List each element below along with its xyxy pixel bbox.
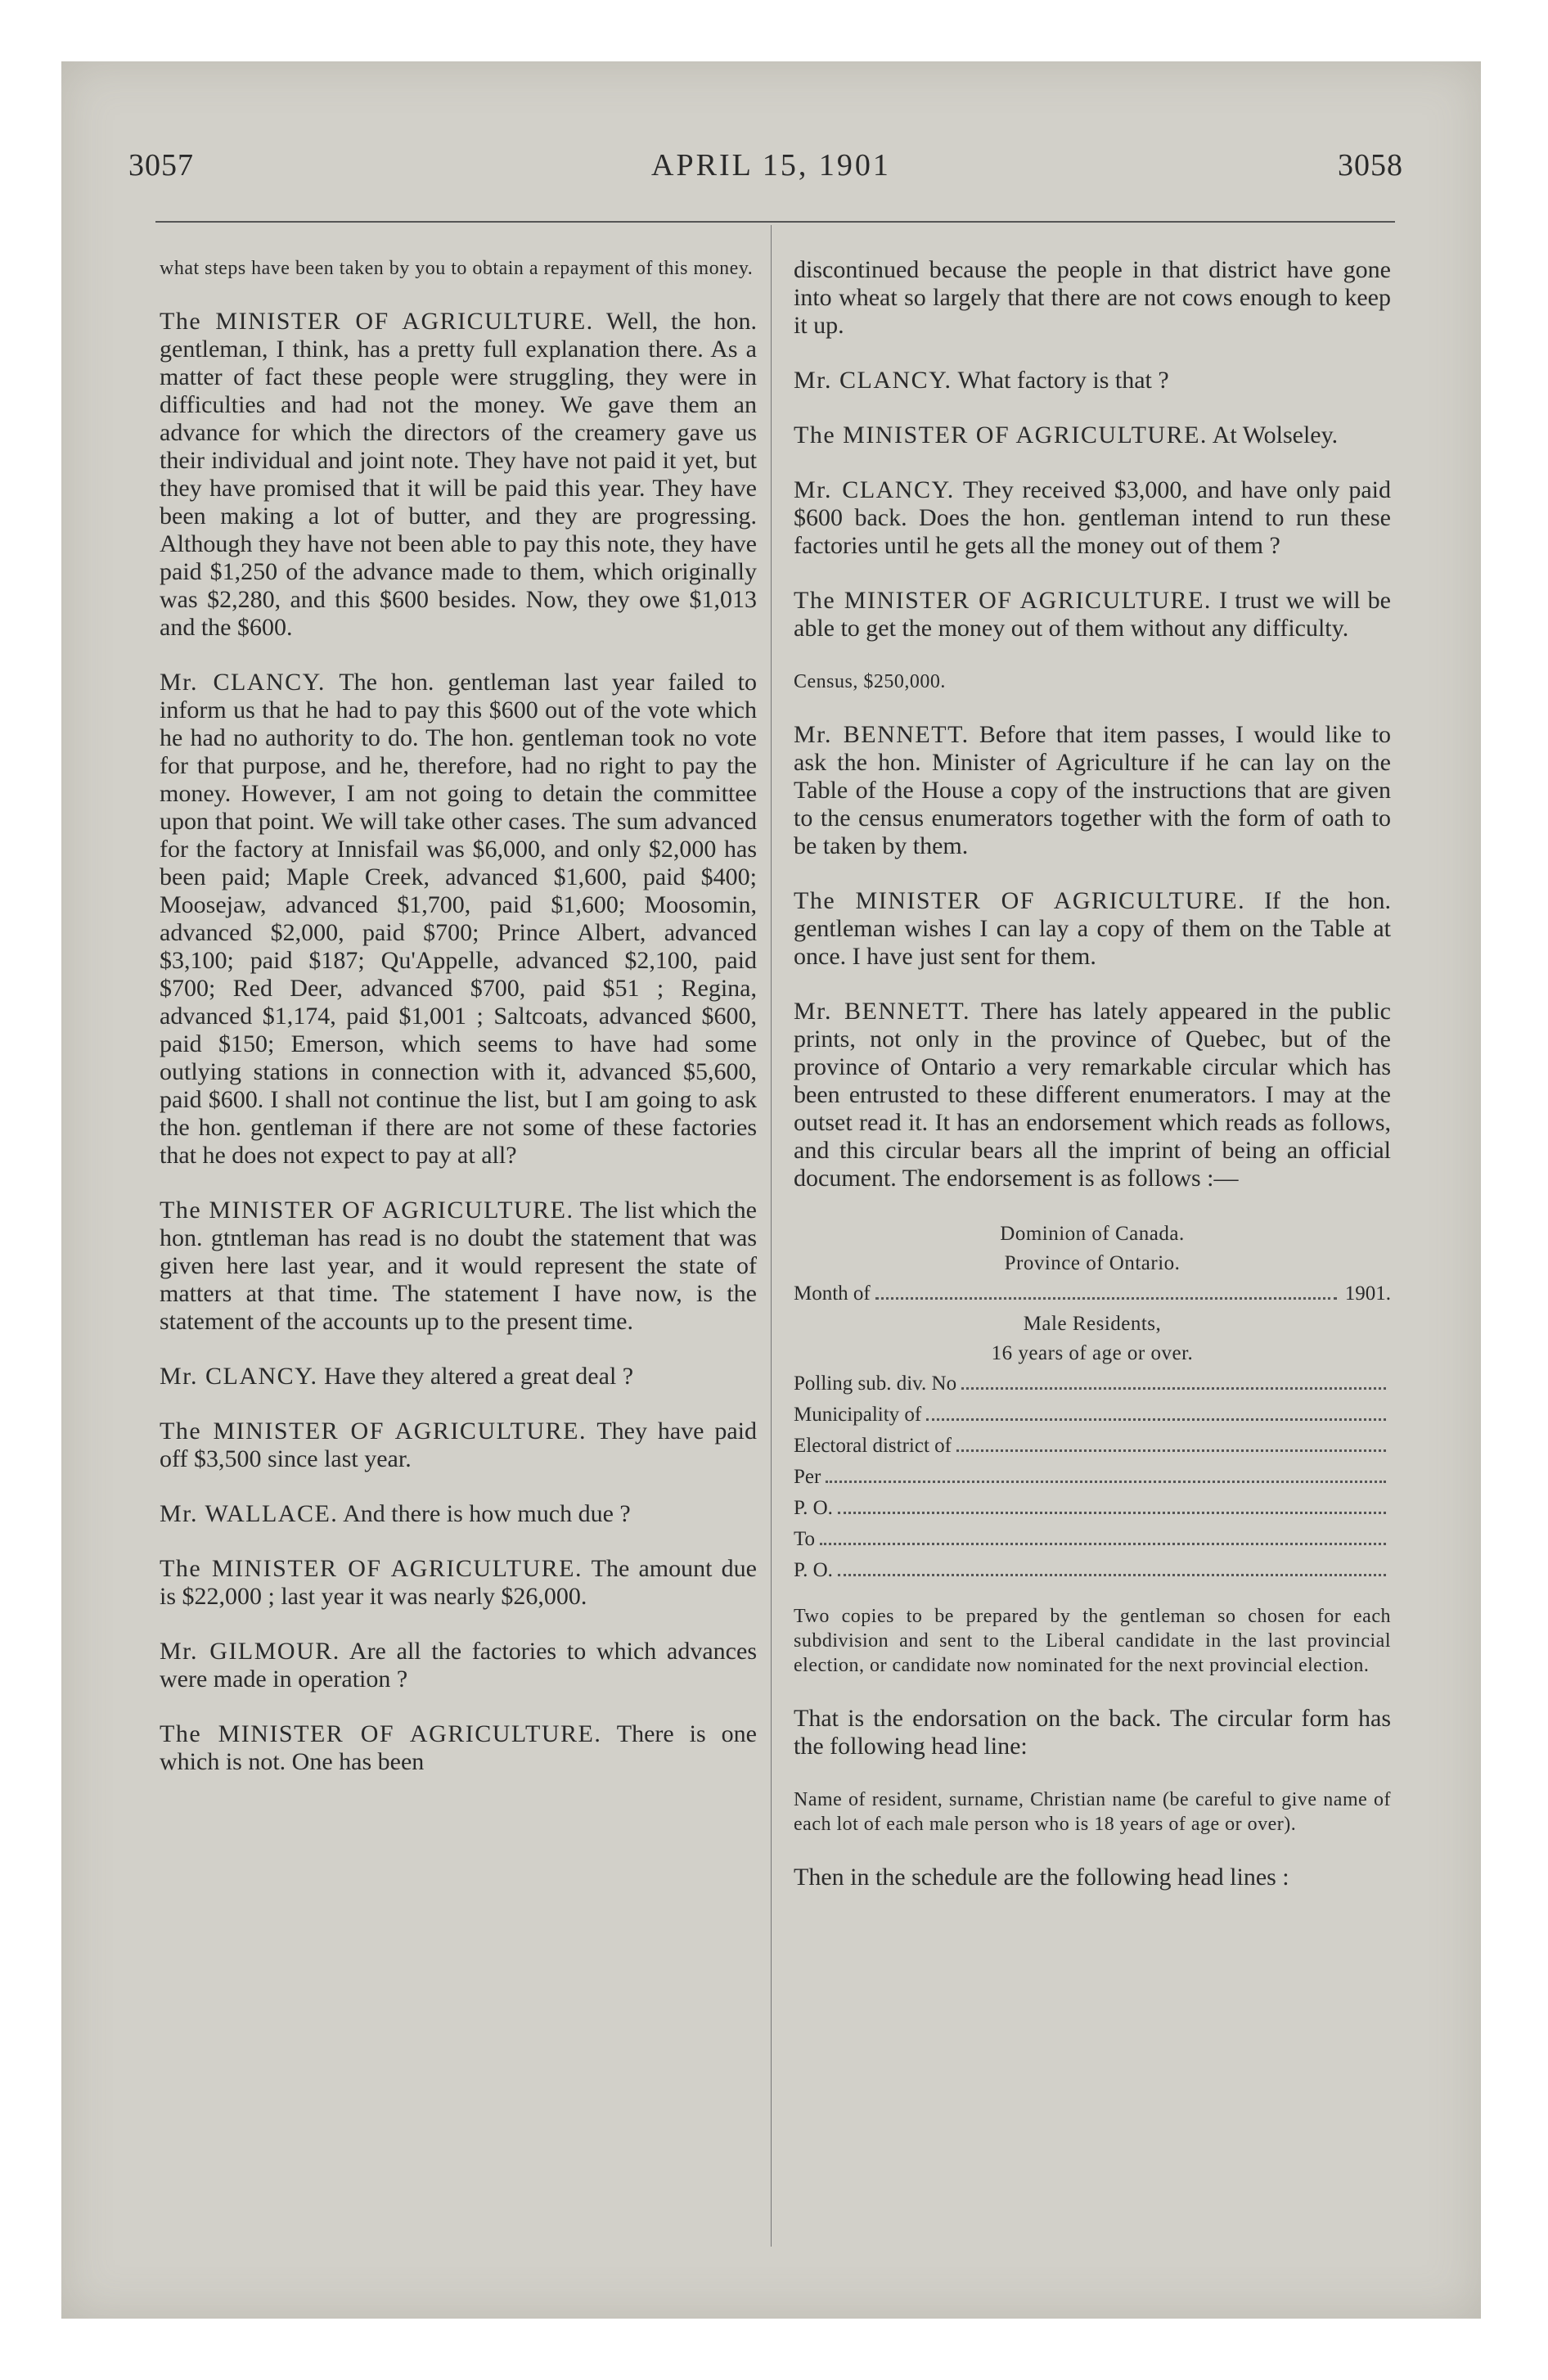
form-field-label: P. O. — [794, 1559, 833, 1581]
paragraph-text: discontinued because the people in that district have gone into wheat so largely that there are not cows enough to keep it up. — [794, 256, 1391, 339]
paragraph-text: What factory is that ? — [957, 367, 1169, 394]
paragraph-text: The list which the hon. gtntleman has read is no doubt the statement that was given here last year, and it would represent the state of matters at that time. The statement I have now, is the statement of the accounts up to the present time. — [160, 1197, 757, 1335]
paragraph — [794, 1787, 1391, 1837]
paragraph — [794, 1604, 1391, 1678]
paragraph-text: They have paid off $3,500 since last year. — [160, 1418, 757, 1472]
paragraph — [160, 1720, 757, 1776]
form-field-label: Electoral district of — [794, 1435, 952, 1457]
paragraph-text: Census, $250,000. — [794, 671, 946, 692]
speaker-name: The MINISTER OF AGRICULTURE. — [794, 421, 1208, 449]
paragraph-text: They received $3,000, and have only paid $600 back. Does the hon. gentleman intend to run these factories until he gets all the money out of them ? — [794, 476, 1391, 559]
paragraph-text: The hon. gentleman last year failed to inform us that he had to pay this $600 out of the vote which he had no authority to do. The hon. gentleman took no vote for that purpose, and he, therefore, had no right to pay the money. However, I am not going to detain the committee upon that point. We will take other cases. The sum advanced for the factory at Innisfail was $6,000, and only $2,000 has been paid; Maple Creek, advanced $1,600, paid $400; Moosejaw, advanced $1,700, paid $1,600; Moosomin, advanced $2,000, paid $700; Prince Albert, advanced $3,100; paid $187; Qu'Appelle, advanced $2,100, paid $700; Red Deer, advanced $700, paid $51 ; Regina, advanced $1,174, paid $1,001 ; Saltcoats, advanced $600, paid $150; Emerson, which seems to have had some outlying stations in connection with it, advanced $5,600, paid $600. I shall not continue the list, but I am going to ask the hon. gentleman if there are not some of these factories that he does not expect to pay at all? — [160, 669, 758, 1169]
form-field-label: To — [794, 1528, 816, 1550]
form-dots — [956, 1449, 1386, 1452]
paragraph — [794, 887, 1391, 971]
paragraph — [160, 1638, 757, 1693]
paragraph-text: And there is how much due ? — [343, 1500, 631, 1527]
paragraph — [160, 1555, 757, 1611]
paragraph — [794, 1705, 1391, 1760]
column-divider — [771, 225, 772, 2247]
form-field-label: Polling sub. div. No — [794, 1373, 957, 1395]
paragraph — [160, 1418, 757, 1473]
form-line: Province of Ontario. — [1004, 1252, 1181, 1274]
paragraph — [160, 308, 757, 642]
form-dots — [820, 1543, 1386, 1545]
form-line: Dominion of Canada. — [1000, 1223, 1185, 1245]
form-field-label: Per — [794, 1466, 821, 1488]
form-line: 16 years of age or over. — [991, 1342, 1194, 1364]
paragraph — [794, 476, 1391, 560]
form-month-line — [794, 1278, 1391, 1309]
form-field-line — [794, 1493, 1391, 1524]
speaker-name: Mr. BENNETT. — [794, 998, 970, 1025]
speaker-name: Mr. CLANCY. — [794, 367, 952, 394]
paragraph-text: If the hon. gentleman wishes I can lay a copy of them on the Table at once. I have just sent for them. — [794, 887, 1392, 970]
right-page-number: 3058 — [1338, 148, 1403, 183]
speaker-name: The MINISTER OF AGRICULTURE. — [160, 1720, 602, 1747]
paragraph — [794, 587, 1391, 642]
speaker-name: Mr. GILMOUR. — [160, 1638, 340, 1665]
form-dots — [838, 1574, 1386, 1576]
paragraph-text: The amount due is $22,000 ; last year it was nearly $26,000. — [160, 1555, 757, 1610]
paragraph-text: There has lately appeared in the public prints, not only in the province of Quebec, but of the province of Ontario a very remarkable circular which has been entrusted to these different enumerators. I may at the outset read it. It has an endorsement which reads as follows, and this circular bears all the imprint of being an official document. The endorsement is as follows :— — [794, 998, 1391, 1192]
form-dots — [926, 1418, 1386, 1421]
paragraph — [794, 998, 1391, 1192]
speaker-name: The MINISTER OF AGRICULTURE. — [160, 1418, 587, 1445]
paragraph — [794, 421, 1391, 449]
paragraph — [794, 721, 1391, 860]
speaker-name: The MINISTER OF AGRICULTURE. — [160, 1197, 574, 1224]
paragraph-text: Two copies to be prepared by the gentleman so chosen for each subdivision and sent to the Liberal candidate in the last provincial election, or candidate now nominated for the next provincial election. — [794, 1606, 1391, 1676]
form-dots — [875, 1297, 1337, 1300]
form-field-line — [794, 1431, 1391, 1462]
speaker-name: The MINISTER OF AGRICULTURE. — [794, 887, 1246, 914]
page-scan — [61, 61, 1481, 2319]
paragraph — [160, 1500, 757, 1528]
left-column — [160, 256, 757, 1803]
speaker-name: The MINISTER OF AGRICULTURE. — [160, 1555, 583, 1582]
paragraph — [160, 256, 757, 281]
paragraph-text: what steps have been taken by you to obtain a repayment of this money. — [160, 258, 754, 279]
census-form — [794, 1219, 1391, 1586]
paragraph-text: I trust we will be able to get the money out of them without any difficulty. — [794, 587, 1392, 642]
form-field-line — [794, 1400, 1391, 1431]
paragraph-text: Name of resident, surname, Christian name (be careful to give name of each lot of each male person who is 18 years of age or over). — [794, 1789, 1391, 1835]
paragraph — [160, 669, 757, 1170]
page-date: APRIL 15, 1901 — [651, 148, 891, 183]
form-fields — [794, 1368, 1391, 1586]
paragraph — [794, 256, 1391, 340]
paragraph-text: There is one which is not. One has been — [160, 1720, 757, 1775]
speaker-name: Mr. WALLACE. — [160, 1500, 339, 1527]
paragraph-text: Then in the schedule are the following head lines : — [794, 1864, 1289, 1891]
form-field-line — [794, 1368, 1391, 1400]
paragraph — [794, 1864, 1391, 1891]
paragraph — [794, 669, 1391, 694]
paragraph-text: Before that item passes, I would like to ask the hon. Minister of Agriculture if he can lay on the Table of the House a copy of the instructions that are given to the census enumerators together with the form of oath to be taken by them. — [794, 721, 1391, 859]
paragraph-text: Well, the hon. gentleman, I think, has a pretty full explanation there. As a matter of fact these people were struggling, they were in difficulties and had not the money. We gave them an advance for which the directors of the creamery gave us their individual and joint note. They have not paid it yet, but they have promised that it will be paid this year. They have been making a lot of butter, and they are progressing. Although they have not been able to pay this note, they have paid $1,250 of the advance made to them, which originally was $2,280, and this $600 besides. Now, they owe $1,013 and the $600. — [160, 308, 757, 641]
form-line: Male Residents, — [1023, 1313, 1162, 1335]
form-dots — [826, 1481, 1386, 1483]
right-column-bottom — [794, 1604, 1391, 1891]
speaker-name: Mr. CLANCY. — [160, 1363, 318, 1390]
paragraph-text: Are all the factories to which advances were made in operation ? — [160, 1638, 757, 1693]
form-dots — [961, 1387, 1386, 1390]
form-year: 1901. — [1344, 1282, 1391, 1305]
form-month-label: Month of — [794, 1282, 871, 1305]
paragraph — [794, 367, 1391, 394]
speaker-name: The MINISTER OF AGRICULTURE. — [794, 587, 1212, 614]
header-rule — [155, 221, 1395, 223]
right-column — [794, 256, 1391, 1918]
paragraph — [160, 1363, 757, 1391]
paragraph-text: That is the endorsation on the back. The circular form has the following head line: — [794, 1705, 1391, 1760]
form-field-label: Municipality of — [794, 1404, 922, 1426]
speaker-name: Mr. BENNETT. — [794, 721, 970, 748]
form-dots — [838, 1512, 1386, 1514]
form-field-label: P. O. — [794, 1497, 833, 1519]
speaker-name: Mr. CLANCY. — [794, 476, 955, 503]
paragraph-text: At Wolseley. — [1212, 421, 1339, 449]
paragraph-text: Have they altered a great deal ? — [323, 1363, 634, 1390]
right-column-top — [794, 256, 1391, 1192]
left-page-number: 3057 — [128, 148, 194, 183]
speaker-name: The MINISTER OF AGRICULTURE. — [160, 308, 594, 335]
speaker-name: Mr. CLANCY. — [160, 669, 326, 696]
form-field-line — [794, 1462, 1391, 1493]
form-field-line — [794, 1524, 1391, 1555]
paragraph — [160, 1197, 757, 1336]
form-field-line — [794, 1555, 1391, 1586]
